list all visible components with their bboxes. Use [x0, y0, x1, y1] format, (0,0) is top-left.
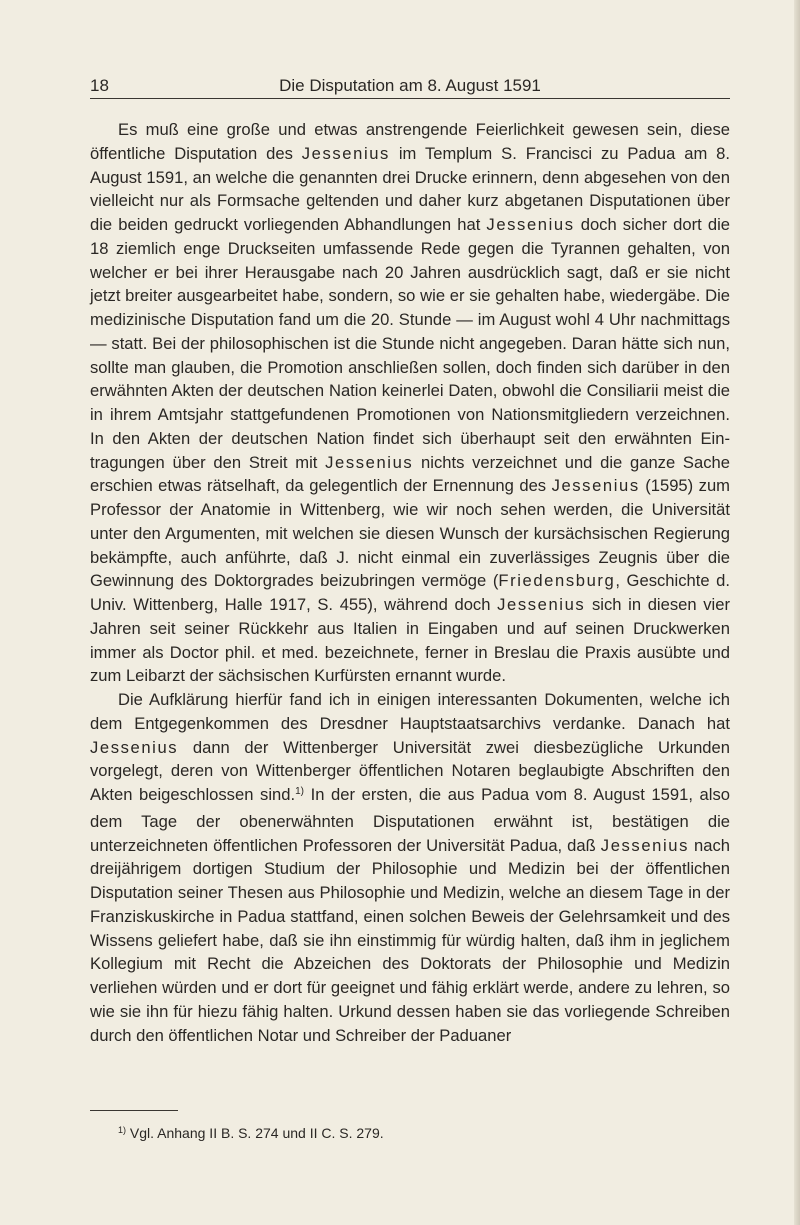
- name-jessenius: Jessenius: [497, 595, 586, 614]
- name-jessenius: Jessenius: [90, 737, 179, 757]
- body-text: [90, 118, 730, 1047]
- name-friedensburg: Friedensburg: [498, 571, 616, 591]
- page-number: 18: [90, 76, 109, 95]
- footnote-text: Vgl. Anhang II B. S. 274 und II C. S. 279.: [129, 1125, 384, 1141]
- footnote: [118, 1124, 718, 1144]
- text-run: im Templum S. Francisci zu Padua am 8. August 1591, an welche die genannten drei Drucke erinnern, denn abgesehen von den vielleicht nur als Formsache geltenden und daher kurz abgetanen Disputationen über die beiden gedruckt vorliegenden Abhandlungen hat: [90, 143, 730, 234]
- text-run: sich in diesen vier Jahren seit seiner Rückkehr aus Italien in Eingaben und auf seinen Druckwerken immer als Doctor phil. et med. bezeichnete, ferner in Breslau die Praxis ausübte und zum Leibarzt der sächsischen Kurfürsten ernannt wurde.: [90, 595, 730, 686]
- text-run: Es muß eine große und etwas anstrengende Feierlichkeit gewesen sein, diese öffentliche Disputation des: [90, 120, 730, 163]
- text-run: (1595) zum Professor der Anatomie in Wittenberg, wie wir noch sehen werden, die Universität unter den Argumenten, mit welchen sie diesen Wunsch der kursächsischen Regierung bekämpfte, auch anführte, daß J. nicht einmal ein zuverlässiges Zeugnis über die Gewinnung des Doktorgrades beizubringen vermöge (: [90, 476, 730, 591]
- text-run: nach dreijährigem dortigen Studium der Philosophie und Medizin bei der öffentlichen Disputation seiner Thesen aus Philosophie und Medizin, welche an diesem Tage in der Franziskuskirche in Padua stattfand, einen solchen Beweis der Gelehrsamkeit und des Wissens geliefert habe, daß sie ihn einstimmig für würdig halten, daß ihm in jeglichem Kollegium mit Recht die Abzeichen des Doktorats der Philosophie und Medizin verliehen würden und er dort für geeignet und fähig erklärt werde, andere zu lehren, so wie sie ihn für hiezu fähig halten. Urkund dessen haben sie das vorliegende Schreiben durch den öffentlichen Notar und Schreiber der Paduaner: [90, 835, 730, 1045]
- footnote-reference: 1): [295, 786, 304, 797]
- name-jessenius: Jessenius: [486, 215, 575, 234]
- text-run: nichts verzeichnet und die ganze Sache erschien etwas rätselhaft, da gelegentlich der Ernennung des: [90, 452, 730, 496]
- footnote-marker: 1): [118, 1125, 127, 1135]
- text-run: In der ersten, die aus Padua vom 8. August 1591, also dem Tage der obenerwähnten Disputationen erwähnt ist, bestätigen die unterzeichneten öffentlichen Professoren der Universität Padua, daß: [90, 785, 730, 855]
- name-jessenius: Jessenius: [551, 476, 640, 496]
- text-run: dann der Wittenberger Universität zwei diesbezügliche Urkunden vorgelegt, deren von Wittenberger öffentlichen Notaren beglaubigte Abschriften den Akten beigeschlossen sind.: [90, 737, 730, 804]
- text-run: Die Aufklärung hierfür fand ich in einigen interessanten Dokumenten, welche ich dem Entgegenkommen des Dresdner Hauptstaatsarchivs verdanke. Danach hat: [90, 690, 730, 733]
- paragraph-1: [90, 118, 730, 688]
- text-run: doch sicher dort die 18 ziemlich enge Druckseiten umfassende Rede gegen die Tyrannen gehalten, von welcher er bei ihrer Herausgabe nach 20 Jahren ausdrücklich sagt, daß er sie nicht jetzt breiter ausgearbeitet habe, sondern, so wie er sie gehalten habe, wiedergäbe. Die medizinische Disputation fand um die 20. Stunde — im August wohl 4 Uhr nachmittags — statt. Bei der philosophischen ist die Stunde nicht angegeben. Daran hätte sich nun, sollte man glauben, die Promotion anschließen sollen, doch finden sich darüber in den erwähnten Akten der deutschen Nation keinerlei Daten, obwohl die Consiliarii meist die in ihrem Amtsjahr stattgefundenen Promotionen von Nationsmitgliedern verzeichnen. In den Akten der deutschen Nation findet sich überhaupt seit den erwähnten Eintragungen über den Streit mit: [90, 215, 730, 472]
- page-edge: [794, 0, 800, 1225]
- paragraph-2: [90, 688, 730, 1047]
- name-jessenius: Jessenius: [325, 452, 414, 472]
- footnote-rule: [90, 1110, 178, 1111]
- text-run: , Geschichte d. Univ. Wittenberg, Halle 1917, S. 455), während doch: [90, 571, 730, 614]
- running-head: [90, 76, 730, 99]
- name-jessenius: Jessenius: [301, 143, 390, 163]
- name-jessenius: Jessenius: [600, 835, 689, 855]
- running-title: Die Disputation am 8. August 1591: [279, 76, 541, 95]
